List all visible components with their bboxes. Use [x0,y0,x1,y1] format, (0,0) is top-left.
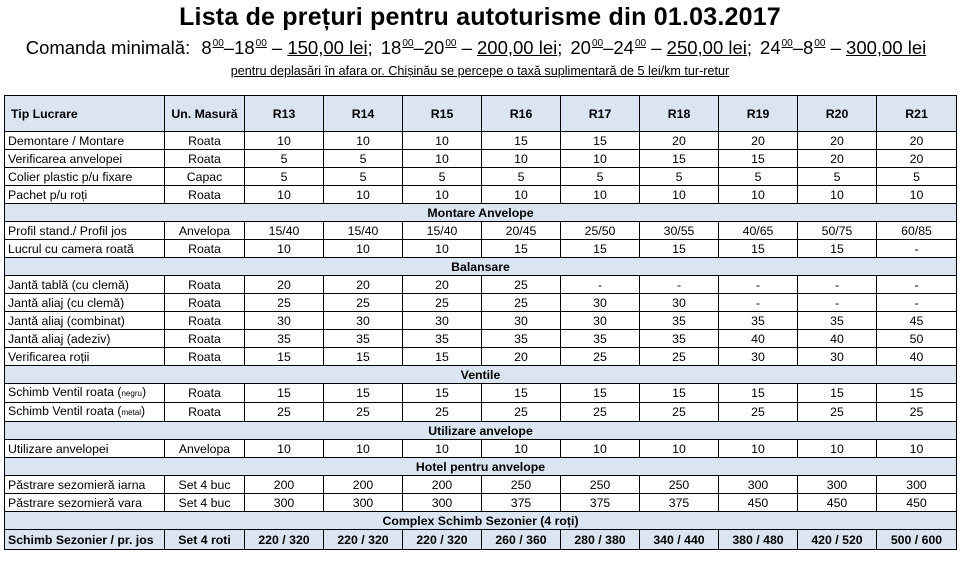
minimum-order-line [0,37,960,59]
slot-end-minutes: 00 [814,38,826,49]
row-work-type: Verificarea roții [5,348,165,366]
row-price-cell: 50 [877,330,957,348]
row-work-type: Păstrare sezomieră iarna [5,476,165,494]
slot-price: 250,00 lei [666,37,747,58]
row-price-cell: 375 [640,494,719,512]
row-unit: Roata [165,312,245,330]
row-price-cell: 45 [877,312,957,330]
row-price-cell: - [719,294,798,312]
row-work-type: Profil stand./ Profil jos [5,222,165,240]
row-price-cell: 5 [324,150,403,168]
row-price-cell: 15/40 [403,222,482,240]
section-title: Complex Schimb Sezonier (4 roți) [5,512,957,530]
row-price-cell: 450 [877,494,957,512]
row-price-cell: 15 [403,384,482,403]
row-price-cell: 20 [324,276,403,294]
row-price-cell: 30 [561,294,640,312]
row-price-cell: 450 [719,494,798,512]
row-work-type: Păstrare sezomieră vara [5,494,165,512]
slot-price: 150,00 lei [287,37,368,58]
row-price-cell: 30/55 [640,222,719,240]
row-price-cell: 15 [877,384,957,403]
row-price-cell: 10 [403,132,482,150]
row-price-cell: 15 [482,240,561,258]
row-price-cell: 25 [324,403,403,422]
row-work-type: Jantă aliaj (adeziv) [5,330,165,348]
row-price-cell: 25 [245,294,324,312]
row-price-cell: 375 [482,494,561,512]
section-title: Montare Anvelope [5,204,957,222]
header-size-r13: R13 [245,96,324,132]
table-row [5,403,957,422]
slot-price: 300,00 lei [846,37,927,58]
travel-fee-text: pentru deplasări în afara or. Chișinău se percepe o taxă suplimentară de 5 lei/km tur-retur [230,64,730,78]
row-price-cell: - [877,276,957,294]
row-price-cell: 10 [798,186,877,204]
row-price-cell: 15 [482,384,561,403]
section-title: Hotel pentru anvelope [5,458,957,476]
row-price-cell: 15 [245,384,324,403]
time-slot: $24^{00}-8^{00} - 300,00$ lei [760,37,927,58]
row-price-cell: 10 [719,440,798,458]
row-price-cell: 25 [561,348,640,366]
row-unit: Roata [165,348,245,366]
row-price-cell: 15 [719,384,798,403]
slot-start-minutes: 00 [212,38,224,49]
row-price-cell: 300 [245,494,324,512]
row-price-cell: 10 [561,186,640,204]
row-price-cell: 15 [482,132,561,150]
section-row [5,512,957,530]
header-work-type: Tip Lucrare [5,96,165,132]
row-price-cell: 25 [482,276,561,294]
slot-start: $8^{00}$ [201,37,224,58]
table-row [5,168,957,186]
section-title: Ventile [5,366,957,384]
row-price-cell: 25 [324,294,403,312]
row-price-cell: 60/85 [877,222,957,240]
row-work-type: Colier plastic p/u fixare [5,168,165,186]
minimum-order-label: Comanda minimală: [25,37,191,58]
row-price-cell: 15/40 [245,222,324,240]
header-size-r16: R16 [482,96,561,132]
row-price-cell: - [877,240,957,258]
slot-start: $20^{00}$ [570,37,604,58]
row-price-cell: 15 [561,240,640,258]
row-price-cell: 25 [482,403,561,422]
row-price-cell: 10 [245,440,324,458]
row-price-cell: 20 [877,150,957,168]
slot-end: $8^{00}$ [803,37,826,58]
row-price-cell: 20/45 [482,222,561,240]
row-price-cell: - [719,276,798,294]
section-row [5,204,957,222]
header-size-r20: R20 [798,96,877,132]
row-work-type-qualifier: negru [121,389,142,398]
row-price-cell: 30 [403,312,482,330]
section-title: Balansare [5,258,957,276]
row-work-type: Pachet p/u roți [5,186,165,204]
header-unit: Un. Masură [165,96,245,132]
row-price-cell: 35 [561,330,640,348]
row-price-cell: 300 [403,494,482,512]
slot-start-minutes: 00 [781,38,793,49]
row-price-cell: 25 [877,403,957,422]
row-work-type: Jantă tablă (cu clemă) [5,276,165,294]
header-size-r21: R21 [877,96,957,132]
table-row [5,240,957,258]
slot-end: $24^{00}$ [613,37,647,58]
row-price-cell: 20 [877,132,957,150]
row-price-cell: 5 [877,168,957,186]
row-price-cell: 15 [719,150,798,168]
row-price-cell: 10 [245,240,324,258]
row-price-cell: 15 [719,240,798,258]
row-price-cell: - [877,294,957,312]
row-unit: Set 4 roti [165,530,245,550]
row-unit: Set 4 buc [165,476,245,494]
table-header-row [5,96,957,132]
row-price-cell: 200 [324,476,403,494]
row-price-cell: 20 [719,132,798,150]
row-price-cell: 10 [482,186,561,204]
row-price-cell: 5 [324,168,403,186]
row-work-type: Schimb Sezonier / pr. jos [5,530,165,550]
row-price-cell: 500 / 600 [877,530,957,550]
row-price-cell: 20 [482,348,561,366]
row-unit: Roata [165,240,245,258]
row-price-cell: 40/65 [719,222,798,240]
row-price-cell: 15/40 [324,222,403,240]
row-price-cell: 10 [482,150,561,168]
row-price-cell: 20 [640,132,719,150]
row-price-cell: 220 / 320 [403,530,482,550]
row-price-cell: 35 [798,312,877,330]
row-price-cell: 5 [245,150,324,168]
row-price-cell: 250 [640,476,719,494]
section-row [5,366,957,384]
row-price-cell: 220 / 320 [324,530,403,550]
slot-start: $24^{00}$ [760,37,793,58]
row-unit: Roata [165,330,245,348]
row-price-cell: 10 [324,440,403,458]
row-price-cell: 35 [719,312,798,330]
row-work-type: Schimb Ventil roata (negru) [5,384,165,403]
row-unit: Roata [165,384,245,403]
row-work-type: Lucrul cu camera roată [5,240,165,258]
row-price-cell: 15 [640,240,719,258]
row-price-cell: 15 [798,384,877,403]
row-work-type-qualifier: metal [121,408,142,417]
row-unit: Roata [165,132,245,150]
row-price-cell: 300 [877,476,957,494]
table-row [5,222,957,240]
row-price-cell: 25 [640,403,719,422]
row-unit: Roata [165,150,245,168]
row-price-cell: 280 / 380 [561,530,640,550]
section-row [5,458,957,476]
header-size-r17: R17 [561,96,640,132]
header-size-r15: R15 [403,96,482,132]
table-row [5,440,957,458]
row-price-cell: 30 [798,348,877,366]
row-price-cell: 10 [640,440,719,458]
time-slot: $18^{00}-20^{00} - 200,00$ lei; [380,37,563,58]
row-price-cell: 15 [561,384,640,403]
row-price-cell: 10 [561,440,640,458]
section-row [5,258,957,276]
row-price-cell: 5 [403,168,482,186]
row-price-cell: 5 [482,168,561,186]
row-price-cell: 30 [640,294,719,312]
row-price-cell: 380 / 480 [719,530,798,550]
table-row [5,186,957,204]
table-row [5,276,957,294]
row-price-cell: 25 [640,348,719,366]
travel-fee-note [0,64,960,78]
table-row [5,494,957,512]
row-price-cell: - [561,276,640,294]
table-row [5,312,957,330]
row-price-cell: 25 [561,403,640,422]
row-price-cell: 15 [324,384,403,403]
row-price-cell: 25 [482,294,561,312]
row-work-type: Jantă aliaj (cu clemă) [5,294,165,312]
row-price-cell: 35 [324,330,403,348]
row-price-cell: 35 [640,312,719,330]
table-row [5,348,957,366]
row-price-cell: 260 / 360 [482,530,561,550]
table-row [5,294,957,312]
slot-price: 200,00 lei [477,37,558,58]
row-price-cell: 40 [798,330,877,348]
row-price-cell: 15 [403,348,482,366]
row-unit: Set 4 buc [165,494,245,512]
row-price-cell: 300 [719,476,798,494]
row-work-type: Demontare / Montare [5,132,165,150]
header-size-r19: R19 [719,96,798,132]
row-price-cell: 10 [561,150,640,168]
row-price-cell: 40 [877,348,957,366]
row-price-cell: 10 [324,240,403,258]
table-body [5,132,957,550]
row-price-cell: 40 [719,330,798,348]
row-price-cell: 25 [245,403,324,422]
slot-start-minutes: 00 [402,38,414,49]
row-price-cell: 250 [482,476,561,494]
row-price-cell: 200 [403,476,482,494]
row-price-cell: 25/50 [561,222,640,240]
row-work-type: Verificarea anvelopei [5,150,165,168]
slot-end-minutes: 00 [445,38,457,49]
row-price-cell: 10 [403,240,482,258]
row-price-cell: 25 [403,403,482,422]
row-price-cell: 10 [403,150,482,168]
row-price-cell: 5 [640,168,719,186]
row-price-cell: 10 [877,186,957,204]
row-unit: Roata [165,403,245,422]
row-price-cell: 35 [482,330,561,348]
row-price-cell: 15 [561,132,640,150]
row-price-cell: 20 [798,150,877,168]
row-price-cell: 15 [324,348,403,366]
header-size-r14: R14 [324,96,403,132]
row-price-cell: 20 [403,276,482,294]
row-price-cell: - [798,294,877,312]
row-price-cell: 15 [640,384,719,403]
row-work-type: Schimb Ventil roata (metal) [5,403,165,422]
row-unit: Roata [165,294,245,312]
row-price-cell: 10 [877,440,957,458]
table-row [5,476,957,494]
row-unit: Capac [165,168,245,186]
row-price-cell: 30 [324,312,403,330]
row-price-cell: 375 [561,494,640,512]
row-price-cell: 20 [245,276,324,294]
row-price-cell: 35 [640,330,719,348]
slot-end: $20^{00}$ [423,37,457,58]
row-price-cell: 30 [561,312,640,330]
row-price-cell: 340 / 440 [640,530,719,550]
time-slot: $8^{00}-18^{00} - 150,00$ lei; [201,37,373,58]
row-unit: Anvelopa [165,440,245,458]
row-price-cell: 15 [245,348,324,366]
row-price-cell: 20 [798,132,877,150]
table-row [5,330,957,348]
price-table [4,95,957,550]
row-price-cell: 30 [482,312,561,330]
row-price-cell: 50/75 [798,222,877,240]
row-price-cell: 10 [403,186,482,204]
row-price-cell: 15 [798,240,877,258]
row-price-cell: 450 [798,494,877,512]
row-price-cell: 10 [245,132,324,150]
row-price-cell: 5 [719,168,798,186]
row-price-cell: 25 [403,294,482,312]
row-price-cell: 10 [482,440,561,458]
row-price-cell: 10 [719,186,798,204]
row-price-cell: - [798,276,877,294]
row-price-cell: 200 [245,476,324,494]
row-price-cell: 35 [403,330,482,348]
row-unit: Roata [165,186,245,204]
table-row [5,132,957,150]
row-price-cell: 25 [798,403,877,422]
row-price-cell: 250 [561,476,640,494]
section-row [5,422,957,440]
row-price-cell: - [640,276,719,294]
table-row [5,150,957,168]
row-work-type: Utilizare anvelopei [5,440,165,458]
row-price-cell: 25 [719,403,798,422]
row-price-cell: 30 [719,348,798,366]
row-price-cell: 420 / 520 [798,530,877,550]
slot-end-minutes: 00 [634,38,647,49]
row-price-cell: 300 [798,476,877,494]
row-price-cell: 10 [324,186,403,204]
section-title: Utilizare anvelope [5,422,957,440]
row-price-cell: 35 [245,330,324,348]
row-unit: Roata [165,276,245,294]
page-title: Lista de prețuri pentru autoturisme din 01.03.2017 [179,3,781,31]
row-price-cell: 220 / 320 [245,530,324,550]
row-price-cell: 300 [324,494,403,512]
row-price-cell: 5 [245,168,324,186]
slot-start: $18^{00}$ [380,37,414,58]
slot-end: $18^{00}$ [234,37,267,58]
row-price-cell: 5 [561,168,640,186]
row-price-cell: 30 [245,312,324,330]
table-row [5,384,957,403]
row-price-cell: 10 [798,440,877,458]
slot-start-minutes: 00 [591,38,604,49]
slot-end-minutes: 00 [255,38,267,49]
header-size-r18: R18 [640,96,719,132]
row-price-cell: 15 [640,150,719,168]
row-unit: Anvelopa [165,222,245,240]
time-slot: $20^{00}-24^{00} - 250,00$ lei; [570,37,753,58]
total-row [5,530,957,550]
row-price-cell: 10 [245,186,324,204]
row-work-type: Jantă aliaj (combinat) [5,312,165,330]
row-price-cell: 5 [798,168,877,186]
row-price-cell: 10 [640,186,719,204]
row-price-cell: 10 [403,440,482,458]
minimum-order-slots [201,37,934,58]
row-price-cell: 10 [324,132,403,150]
